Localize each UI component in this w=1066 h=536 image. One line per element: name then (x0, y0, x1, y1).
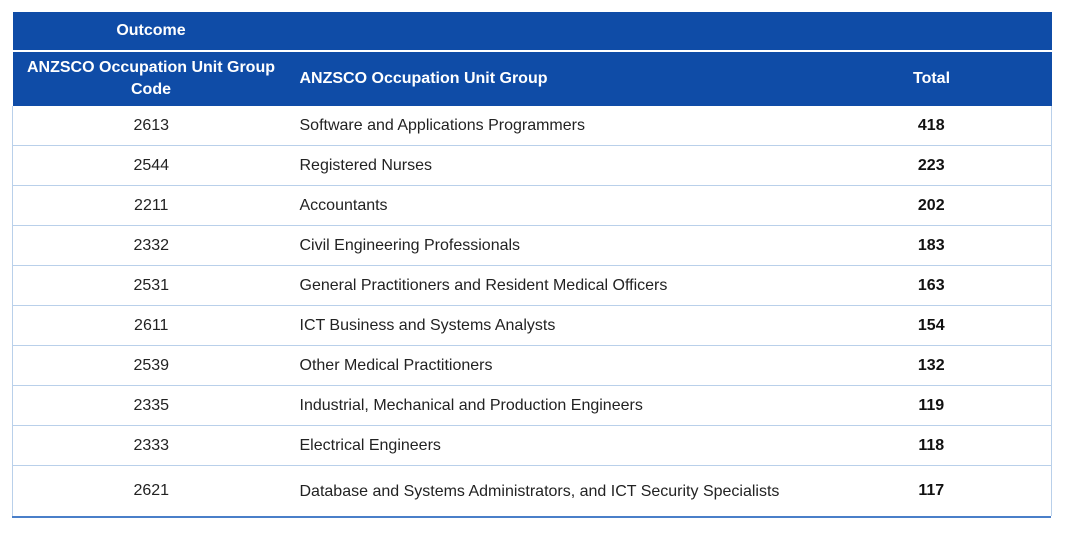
outcome-header-row (13, 12, 1052, 51)
row-group: Software and Applications Programmers (299, 117, 585, 134)
table-row (13, 226, 1052, 266)
column-header-code: ANZSCO Occupation Unit Group Code (13, 51, 290, 106)
row-code: 2333 (13, 426, 290, 466)
row-group: Database and Systems Administrators, and ICT Security Specialists (290, 466, 812, 517)
row-total: 202 (812, 186, 1052, 226)
row-total: 117 (812, 466, 1052, 517)
table-row (13, 146, 1052, 186)
row-total: 163 (812, 266, 1052, 306)
row-total: 119 (812, 386, 1052, 426)
row-group: ICT Business and Systems Analysts (290, 306, 812, 346)
row-group: Electrical Engineers (290, 426, 812, 466)
row-total: 223 (812, 146, 1052, 186)
table-row (13, 466, 1052, 517)
row-code: 2335 (13, 386, 290, 426)
row-code: 2621 (13, 466, 290, 517)
column-header-total: Total (812, 51, 1052, 106)
column-header-group: ANZSCO Occupation Unit Group (290, 51, 812, 106)
row-group: Other Medical Practitioners (290, 346, 812, 386)
table-row (13, 306, 1052, 346)
row-code: 2332 (13, 226, 290, 266)
row-code: 2611 (13, 306, 290, 346)
occupation-table (12, 12, 1052, 516)
row-group: Civil Engineering Professionals (290, 226, 812, 266)
row-code: 2531 (13, 266, 290, 306)
occupation-table-container (12, 12, 1051, 518)
table-row (13, 266, 1052, 306)
table-row (13, 346, 1052, 386)
row-group: Registered Nurses (290, 146, 812, 186)
row-total: 118 (812, 426, 1052, 466)
row-total: 154 (812, 306, 1052, 346)
table-body (13, 106, 1052, 516)
outcome-header-label: Outcome (116, 22, 186, 39)
row-group: Accountants (290, 186, 812, 226)
row-total: 132 (812, 346, 1052, 386)
row-code: 2613 (133, 116, 170, 134)
row-code: 2539 (13, 346, 290, 386)
row-group: Industrial, Mechanical and Production Engineers (290, 386, 812, 426)
table-header (13, 12, 1052, 106)
table-row (13, 386, 1052, 426)
row-total: 418 (917, 116, 945, 134)
column-header-row (13, 51, 1052, 106)
row-code: 2544 (13, 146, 290, 186)
table-row (13, 106, 1052, 146)
row-code: 2211 (13, 186, 290, 226)
outcome-header (13, 12, 1052, 51)
table-row (13, 426, 1052, 466)
row-group: General Practitioners and Resident Medical Officers (290, 266, 812, 306)
row-total: 183 (812, 226, 1052, 266)
table-row (13, 186, 1052, 226)
